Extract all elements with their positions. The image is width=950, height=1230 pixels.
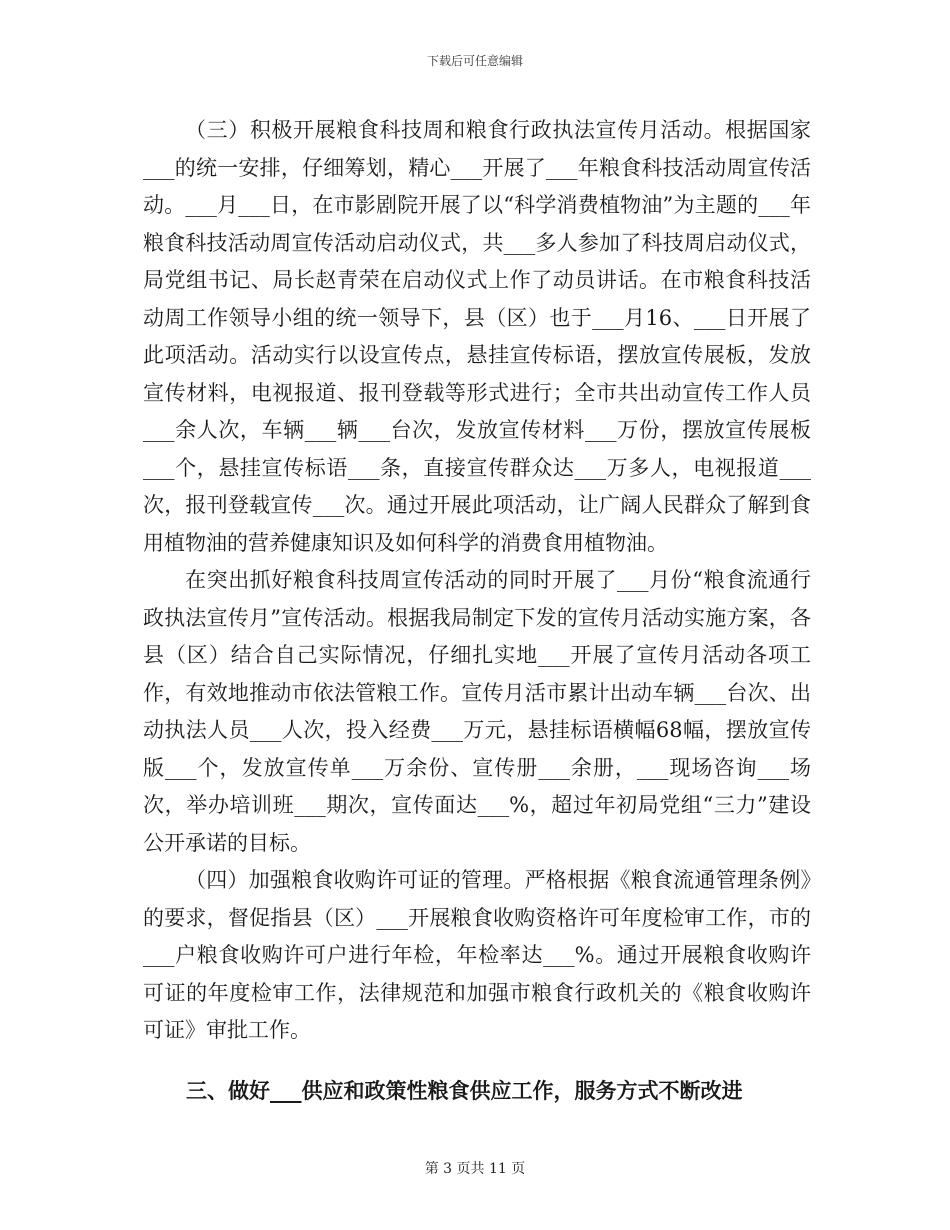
page-header-note: 下载后可任意编辑 bbox=[426, 54, 523, 68]
page-number: 第 3 页共 11 页 bbox=[424, 1161, 526, 1177]
section-heading: 三、做好___供应和政策性粮食供应工作，服务方式不断改进 bbox=[186, 1078, 743, 1103]
paragraph-law-enforcement-month: 在突出抓好粮食科技周宣传活动的同时开展了___月份“粮食流通行政执法宣传月”宣传活动。根据我局制定下发的宣传月活动实施方案，各县（区）结合自己实际情况，仔细扎实地___开展了宣传月活动各项工作，有效地推动市依法管粮工作。宣传月活市累计出动车辆___台次、出动执法人员___人次，投入经费___万元，悬挂标语横幅68幅，摆放宣传版___个，发放宣传单___万余份、宣传册___余册，___现场咨询___场次，举办培训班___期次，宣传面达___%，超过年初局党组“三力”建设公开承诺的目标。 bbox=[143, 568, 811, 855]
document-body bbox=[143, 112, 811, 1050]
paragraph-purchase-license: （四）加强粮食收购许可证的管理。严格根据《粮食流通管理条例》的要求，督促指县（区）___开展粮食收购资格许可年度检审工作，市的___户粮食收购许可户进行年检，年检率达___%。通过开展粮食收购许可证的年度检审工作，法律规范和加强市粮食行政机关的《粮食收购许可证》审批工作。 bbox=[143, 868, 811, 1042]
paragraph-science-week: （三）积极开展粮食科技周和粮食行政执法宣传月活动。根据国家___的统一安排，仔细筹划，精心___开展了___年粮食科技活动周宣传活动。___月___日，在市影剧院开展了以“科学消费植物油”为主题的___年粮食科技活动周宣传活动启动仪式，共___多人参加了科技周启动仪式，局党组书记、局长赵青荣在启动仪式上作了动员讲话。在市粮食科技活动周工作领导小组的统一领导下，县（区）也于___月16、___日开展了此项活动。活动实行以设宣传点，悬挂宣传标语，摆放宣传展板，发放宣传材料，电视报道、报刊登载等形式进行；全市共出动宣传工作人员___余人次，车辆___辆___台次，发放宣传材料___万份，摆放宣传展板___个，悬挂宣传标语___条，直接宣传群众达___万多人，电视报道___次，报刊登载宣传___次。通过开展此项活动，让广阔人民群众了解到食用植物油的营养健康知识及如何科学的消费食用植物油。 bbox=[143, 118, 811, 555]
